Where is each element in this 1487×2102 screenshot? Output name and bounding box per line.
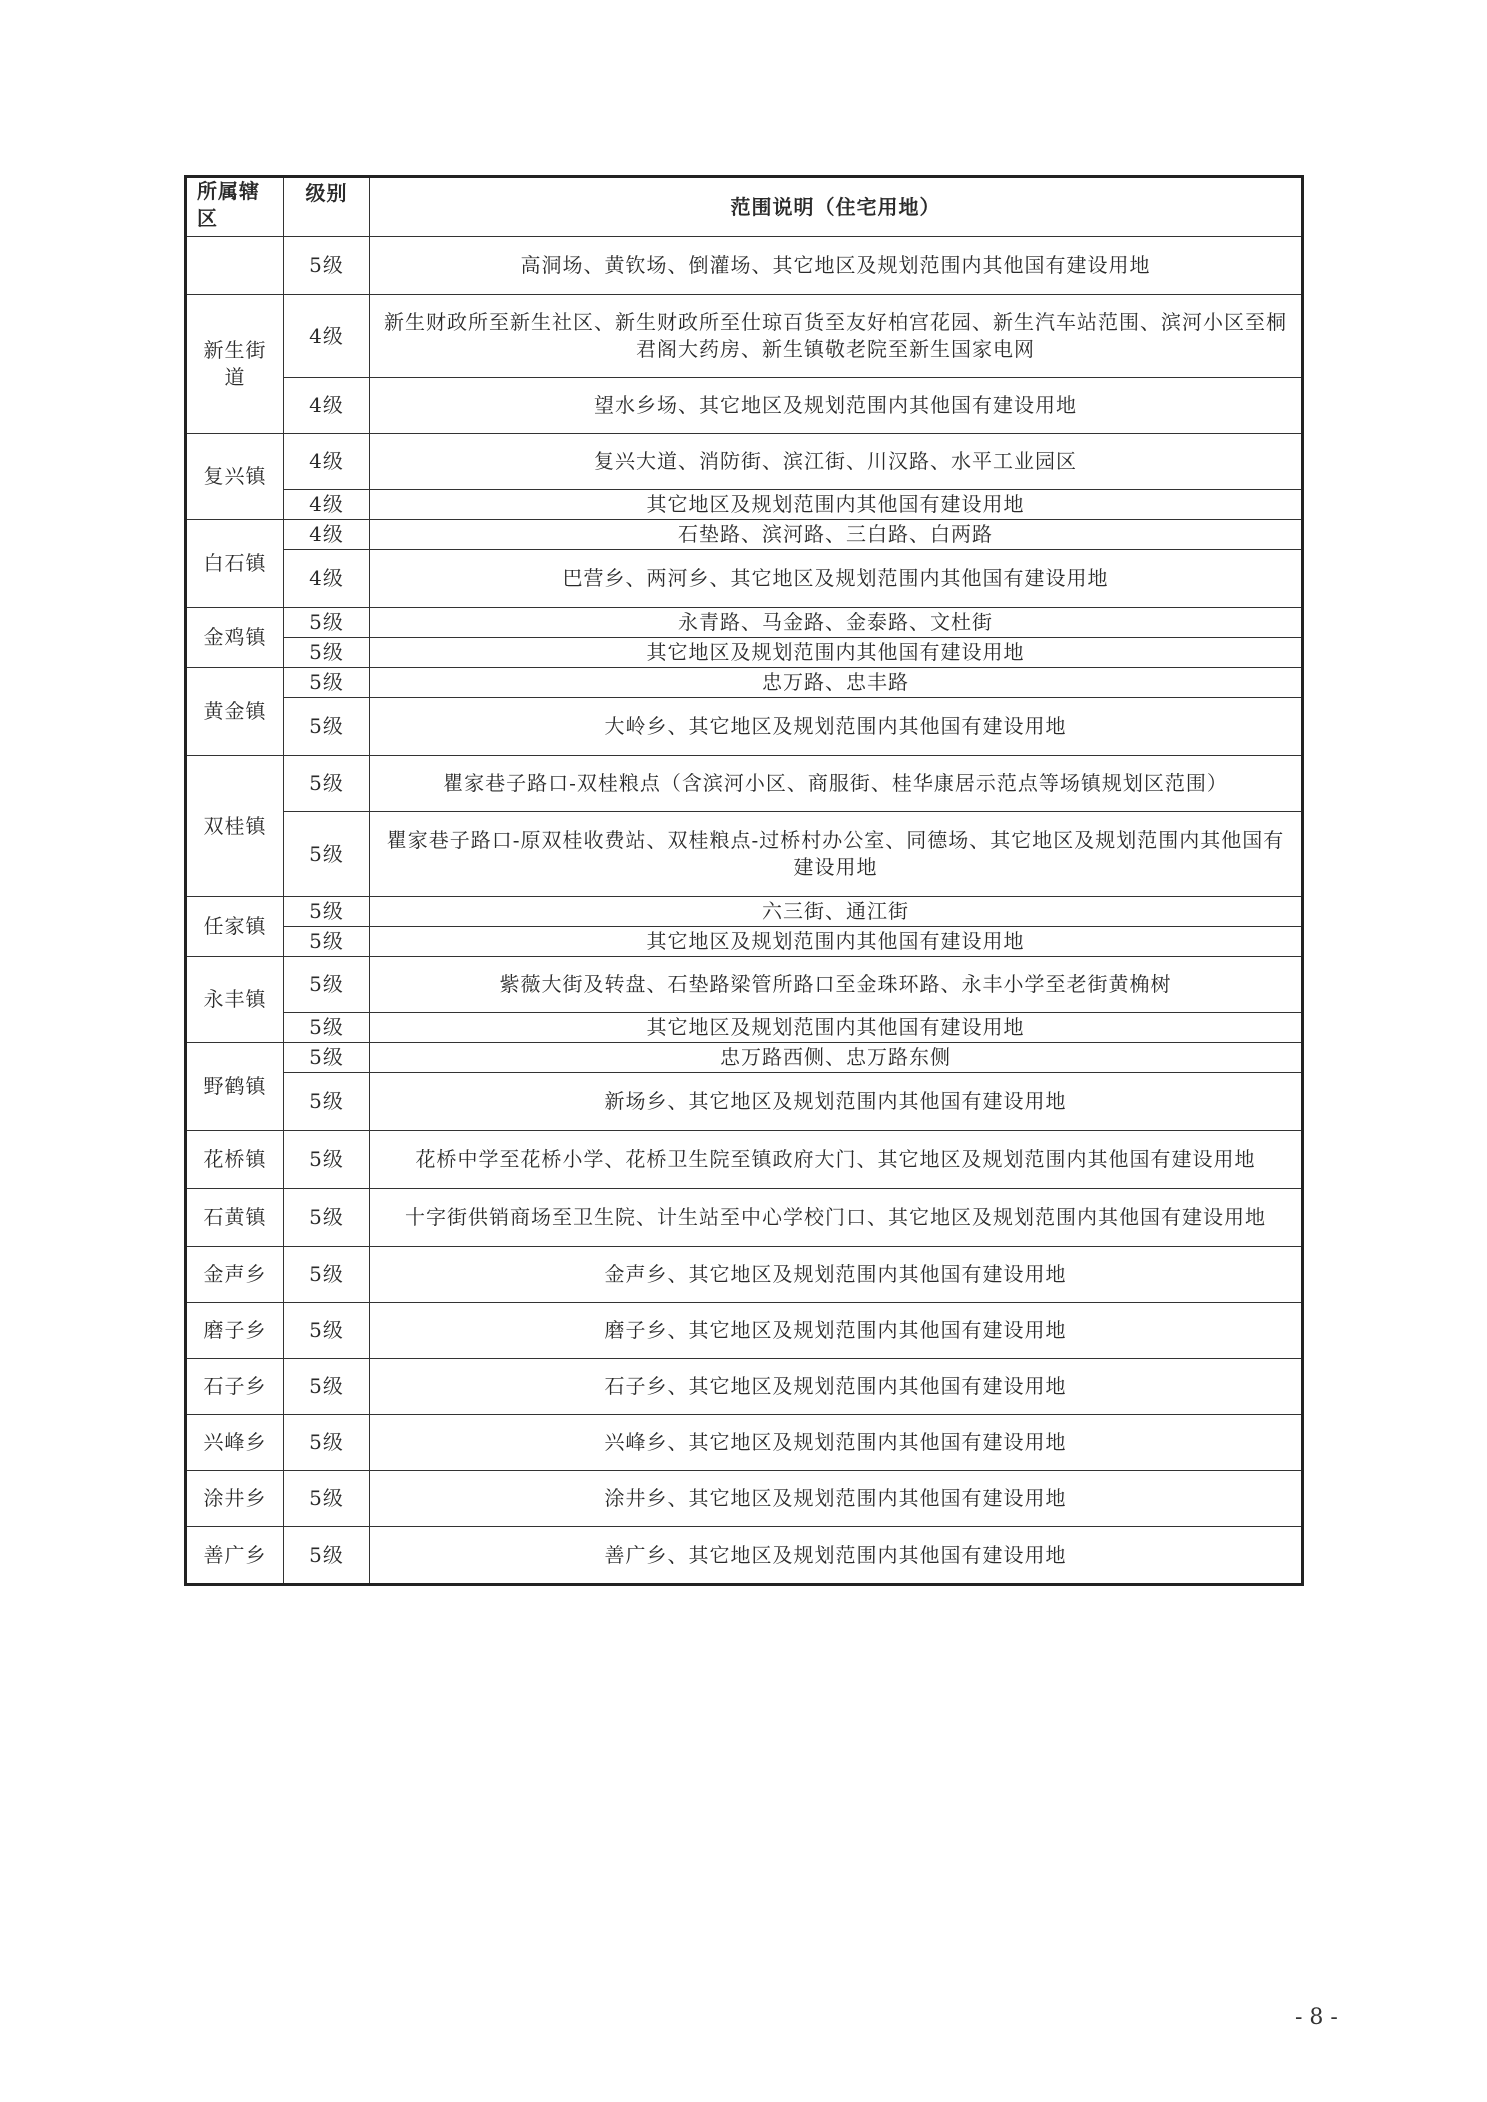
table-row — [186, 668, 1303, 698]
range-cell: 忠万路、忠丰路 — [370, 668, 1303, 698]
range-cell: 石垫路、滨河路、三白路、白两路 — [370, 520, 1303, 550]
district-cell: 兴峰乡 — [186, 1415, 284, 1471]
table-row — [186, 1303, 1303, 1359]
range-cell: 金声乡、其它地区及规划范围内其他国有建设用地 — [370, 1247, 1303, 1303]
table-row — [186, 927, 1303, 957]
range-cell: 涂井乡、其它地区及规划范围内其他国有建设用地 — [370, 1471, 1303, 1527]
table-row — [186, 1415, 1303, 1471]
table-row — [186, 550, 1303, 608]
range-cell: 瞿家巷子路口-双桂粮点（含滨河小区、商服街、桂华康居示范点等场镇规划区范围） — [370, 756, 1303, 812]
range-cell: 紫薇大街及转盘、石垫路梁管所路口至金珠环路、永丰小学至老街黄桷树 — [370, 957, 1303, 1013]
table-row — [186, 608, 1303, 638]
range-cell: 石子乡、其它地区及规划范围内其他国有建设用地 — [370, 1359, 1303, 1415]
level-cell: 5级 — [284, 638, 370, 668]
table-row — [186, 520, 1303, 550]
table-row — [186, 1359, 1303, 1415]
district-cell: 善广乡 — [186, 1527, 284, 1585]
range-cell: 其它地区及规划范围内其他国有建设用地 — [370, 1013, 1303, 1043]
range-cell: 六三街、通江街 — [370, 897, 1303, 927]
district-cell: 石黄镇 — [186, 1189, 284, 1247]
table-row — [186, 1471, 1303, 1527]
level-cell: 5级 — [284, 608, 370, 638]
table-row — [186, 1247, 1303, 1303]
district-cell: 新生街道 — [186, 295, 284, 434]
level-cell: 5级 — [284, 1303, 370, 1359]
table-row — [186, 1073, 1303, 1131]
table-row — [186, 1527, 1303, 1585]
range-cell: 新生财政所至新生社区、新生财政所至仕琼百货至友好柏宫花园、新生汽车站范围、滨河小区至桐君阁大药房、新生镇敬老院至新生国家电网 — [370, 295, 1303, 378]
header-district: 所属辖区 — [186, 177, 284, 237]
district-cell: 涂井乡 — [186, 1471, 284, 1527]
level-cell: 4级 — [284, 550, 370, 608]
level-cell: 5级 — [284, 957, 370, 1013]
range-cell: 巴营乡、两河乡、其它地区及规划范围内其他国有建设用地 — [370, 550, 1303, 608]
district-cell: 复兴镇 — [186, 434, 284, 520]
district-cell: 双桂镇 — [186, 756, 284, 897]
level-cell: 5级 — [284, 756, 370, 812]
range-cell: 磨子乡、其它地区及规划范围内其他国有建设用地 — [370, 1303, 1303, 1359]
level-cell: 5级 — [284, 1359, 370, 1415]
level-cell: 5级 — [284, 698, 370, 756]
table-row — [186, 756, 1303, 812]
table-row — [186, 295, 1303, 378]
district-cell: 金声乡 — [186, 1247, 284, 1303]
table-row — [186, 638, 1303, 668]
page-number: - 8 - — [1295, 2005, 1338, 2030]
table-row — [186, 812, 1303, 897]
level-cell: 5级 — [284, 668, 370, 698]
district-cell: 磨子乡 — [186, 1303, 284, 1359]
range-cell: 大岭乡、其它地区及规划范围内其他国有建设用地 — [370, 698, 1303, 756]
table-row — [186, 897, 1303, 927]
level-cell: 5级 — [284, 1471, 370, 1527]
level-cell: 5级 — [284, 1013, 370, 1043]
table-row — [186, 1131, 1303, 1189]
district-cell — [186, 237, 284, 295]
district-cell: 野鹤镇 — [186, 1043, 284, 1131]
range-cell: 忠万路西侧、忠万路东侧 — [370, 1043, 1303, 1073]
level-cell: 5级 — [284, 1189, 370, 1247]
range-cell: 十字街供销商场至卫生院、计生站至中心学校门口、其它地区及规划范围内其他国有建设用地 — [370, 1189, 1303, 1247]
district-cell: 任家镇 — [186, 897, 284, 957]
table-row — [186, 698, 1303, 756]
table-row — [186, 957, 1303, 1013]
table-row — [186, 237, 1303, 295]
range-cell: 花桥中学至花桥小学、花桥卫生院至镇政府大门、其它地区及规划范围内其他国有建设用地 — [370, 1131, 1303, 1189]
level-cell: 4级 — [284, 295, 370, 378]
table-row — [186, 490, 1303, 520]
level-cell: 5级 — [284, 1073, 370, 1131]
table-row — [186, 1013, 1303, 1043]
range-cell: 兴峰乡、其它地区及规划范围内其他国有建设用地 — [370, 1415, 1303, 1471]
range-cell: 复兴大道、消防街、滨江街、川汉路、水平工业园区 — [370, 434, 1303, 490]
level-cell: 5级 — [284, 927, 370, 957]
district-cell: 永丰镇 — [186, 957, 284, 1043]
level-cell: 5级 — [284, 1415, 370, 1471]
table-row — [186, 1189, 1303, 1247]
table-row — [186, 378, 1303, 434]
level-cell: 5级 — [284, 1527, 370, 1585]
level-cell: 5级 — [284, 1043, 370, 1073]
level-cell: 5级 — [284, 897, 370, 927]
range-cell: 新场乡、其它地区及规划范围内其他国有建设用地 — [370, 1073, 1303, 1131]
table-body — [186, 237, 1303, 1585]
header-range: 范围说明（住宅用地） — [370, 177, 1303, 237]
table-row — [186, 434, 1303, 490]
range-cell: 瞿家巷子路口-原双桂收费站、双桂粮点-过桥村办公室、同德场、其它地区及规划范围内其他国有建设用地 — [370, 812, 1303, 897]
range-cell: 永青路、马金路、金泰路、文杜街 — [370, 608, 1303, 638]
district-cell: 花桥镇 — [186, 1131, 284, 1189]
district-cell: 白石镇 — [186, 520, 284, 608]
header-level: 级别 — [284, 177, 370, 237]
range-cell: 其它地区及规划范围内其他国有建设用地 — [370, 927, 1303, 957]
level-cell: 5级 — [284, 1131, 370, 1189]
level-cell: 5级 — [284, 237, 370, 295]
level-cell: 5级 — [284, 1247, 370, 1303]
district-cell: 黄金镇 — [186, 668, 284, 756]
range-cell: 其它地区及规划范围内其他国有建设用地 — [370, 638, 1303, 668]
table-row — [186, 1043, 1303, 1073]
level-cell: 4级 — [284, 378, 370, 434]
land-grade-table — [184, 175, 1304, 1586]
district-cell: 金鸡镇 — [186, 608, 284, 668]
range-cell: 高洞场、黄钦场、倒灌场、其它地区及规划范围内其他国有建设用地 — [370, 237, 1303, 295]
district-cell: 石子乡 — [186, 1359, 284, 1415]
range-cell: 善广乡、其它地区及规划范围内其他国有建设用地 — [370, 1527, 1303, 1585]
level-cell: 5级 — [284, 812, 370, 897]
level-cell: 4级 — [284, 520, 370, 550]
range-cell: 其它地区及规划范围内其他国有建设用地 — [370, 490, 1303, 520]
table-header-row — [186, 177, 1303, 237]
level-cell: 4级 — [284, 434, 370, 490]
level-cell: 4级 — [284, 490, 370, 520]
range-cell: 望水乡场、其它地区及规划范围内其他国有建设用地 — [370, 378, 1303, 434]
